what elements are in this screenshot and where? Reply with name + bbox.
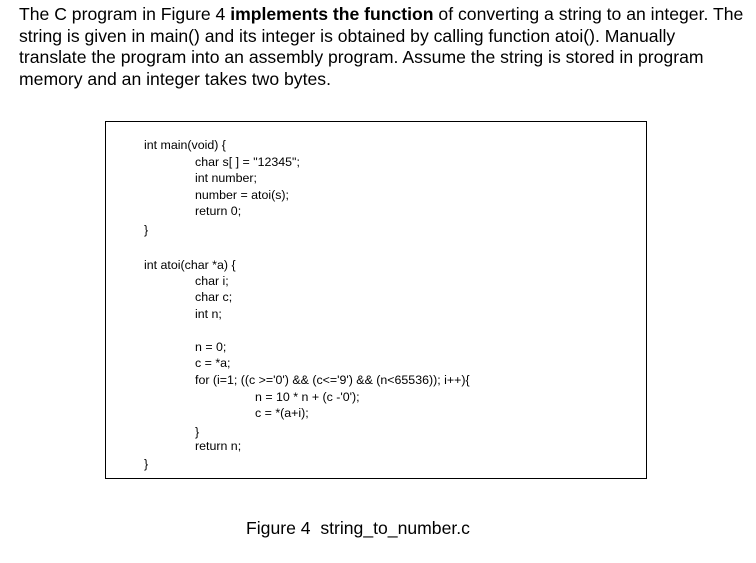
code-line: char c; [195, 290, 233, 304]
code-line: int number; [195, 171, 257, 185]
code-line: number = atoi(s); [195, 188, 290, 202]
code-line: n = 10 * n + (c -'0'); [255, 390, 360, 404]
figure-caption: Figure 4 string_to_number.c [246, 518, 470, 538]
code-line: } [144, 223, 149, 237]
code-line: return n; [195, 439, 242, 453]
code-line: int n; [195, 307, 222, 321]
code-line: c = *(a+i); [255, 406, 309, 420]
statement-lead: The C program in Figure 4 [19, 4, 231, 24]
problem-statement [19, 4, 744, 90]
code-line: int atoi(char *a) { [144, 258, 236, 272]
code-line: char s[ ] = "12345"; [195, 155, 300, 169]
statement-rest: of converting a string to an integer. The string is given in main() and its integer is obtained by calling function atoi(). Manually translate the program into an assembly program. Assume the string is stored in program memory and an integer takes two bytes. [19, 4, 744, 89]
code-line: } [144, 457, 149, 471]
code-line: char i; [195, 274, 229, 288]
code-line: } [195, 425, 200, 439]
statement-emphasis: implements the function [230, 4, 434, 24]
code-line: int main(void) { [144, 138, 226, 152]
code-line: return 0; [195, 204, 242, 218]
code-line: for (i=1; ((c >='0') && (c<='9') && (n<65536)); i++){ [195, 373, 470, 387]
code-listing-box [105, 121, 647, 479]
code-line: n = 0; [195, 340, 227, 354]
code-line: c = *a; [195, 356, 231, 370]
